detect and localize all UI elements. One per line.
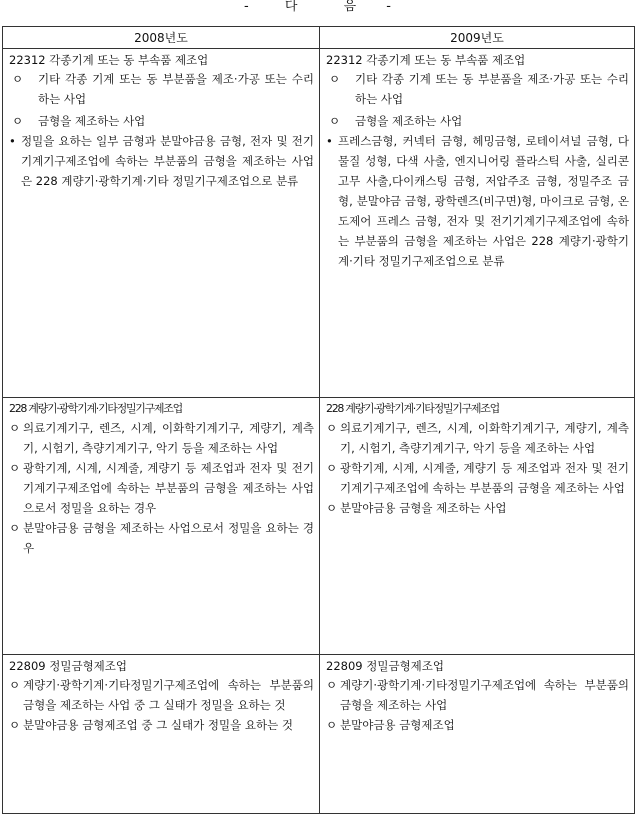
bullet-marker: ㅇ [9,461,21,475]
item-text: 정밀을 요하는 일부 금형과 분말야금용 금형, 전자 및 전기기계기구제조업에 속하는 부분품의 금형을 제조하는 사업은 228 계량기·광학기계·기타 정밀기구제조업으로 분류 [21,134,314,188]
category-title: 22809 정밀금형제조업 [9,659,128,673]
item-text: 기타 각종 기계 또는 동 부분품을 제조·가공 또는 수리하는 사업 [355,72,629,106]
item-text: 프레스금형, 커넥터 금형, 헤밍금형, 로테이셔널 금형, 다물질 성형, 다색 사출, 엔지니어링 플라스틱 사출, 실리콘고무 사출,다이캐스팅 금형, 저압주조 금형, 정밀주조 금형, 분말야금 금형, 광학렌즈(비구면)형, 마이크로 금형, 온도제어 프레스 금형, 전자 및 전기기계기구제조업에 속하는 부분품의 금형을 제조하는 사업은 228 계량기·광학기계·기타 정밀기구제조업으로 분류 [338,134,629,268]
cell-2009-row3 [320,655,635,814]
list-item [9,418,314,458]
header-row [3,27,635,49]
bullet-marker: • [9,134,16,148]
cell-2009-row2 [320,398,635,655]
list-item [326,715,629,735]
table-row [3,398,635,655]
list-item [9,518,314,558]
bullet-marker: ㅇ [9,678,21,692]
item-text: 의료기계기구, 렌즈, 시계, 이화학기계기구, 계량기, 계측기, 시험기, 측량기계기구, 악기 등을 제조하는 사업 [23,421,314,455]
list-item [326,131,629,271]
list-item [9,131,314,191]
heading-char-1: 다 [284,0,299,14]
item-text: 분말야금용 금형을 제조하는 사업으로서 정밀을 요하는 경우 [23,521,314,555]
table-row [3,655,635,814]
bullet-marker: ㅇ [326,718,338,732]
item-text: 금형을 제조하는 사업 [38,114,146,128]
list-item [326,69,629,109]
item-text: 분말야금용 금형을 제조하는 사업 [340,501,507,515]
category-title: 22312 각종기계 또는 동 부속품 제조업 [326,53,526,67]
list-item [326,675,629,715]
bullet-marker: ㅇ [329,72,341,86]
heading-char-2: 음 [343,0,358,14]
category-title: 228 계량기·광학기계·기타정밀기구제조업 [326,402,499,415]
bullet-marker: ㅇ [12,114,24,128]
cell-2009-row1 [320,49,635,398]
list-item [326,458,629,498]
item-text: 기타 각종 기계 또는 동 부분품을 제조·가공 또는 수리하는 사업 [38,72,314,106]
category-title: 228 계량기·광학기계·기타정밀기구제조업 [9,402,182,415]
list-item [9,111,314,131]
table-row [3,49,635,398]
list-item [326,498,629,518]
notice-heading [0,0,636,22]
comparison-table [2,26,635,814]
list-item [9,458,314,518]
list-item [326,111,629,131]
item-text: 계량기·광학기계·기타정밀기구제조업에 속하는 부분품의 금형을 제조하는 사업 [340,678,629,712]
category-title: 22312 각종기계 또는 동 부속품 제조업 [9,53,209,67]
heading-dash-left: - [244,0,250,14]
list-item [326,418,629,458]
list-item [9,69,314,109]
cell-2008-row3 [3,655,320,814]
cell-2008-row1 [3,49,320,398]
bullet-marker: • [326,134,333,148]
bullet-marker: ㅇ [326,501,338,515]
heading-dash-right: - [386,0,392,14]
bullet-marker: ㅇ [12,72,24,86]
column-header-2009: 2009년도 [320,27,635,49]
item-text: 계량기·광학기계·기타정밀기구제조업에 속하는 부분품의 금형을 제조하는 사업 중 그 실태가 정밀을 요하는 것 [23,678,314,712]
column-header-2008: 2008년도 [3,27,320,49]
item-text: 분말야금용 금형제조업 [340,718,455,732]
item-text: 의료기계기구, 렌즈, 시계, 이화학기계기구, 계량기, 계측기, 시험기, 측량기계기구, 악기 등을 제조하는 사업 [340,421,629,455]
item-text: 광학기계, 시계, 시계줄, 계량기 등 제조업과 전자 및 전기기계기구제조업에 속하는 부분품의 금형을 제조하는 사업 [340,461,629,495]
category-title: 22809 정밀금형제조업 [326,659,445,673]
list-item [9,715,314,735]
bullet-marker: ㅇ [9,718,21,732]
bullet-marker: ㅇ [326,678,338,692]
bullet-marker: ㅇ [329,114,341,128]
bullet-marker: ㅇ [326,421,338,435]
item-text: 금형을 제조하는 사업 [355,114,463,128]
cell-2008-row2 [3,398,320,655]
item-text: 분말야금용 금형제조업 중 그 실태가 정밀을 요하는 것 [23,718,293,732]
bullet-marker: ㅇ [9,421,21,435]
item-text: 광학기계, 시계, 시계줄, 계량기 등 제조업과 전자 및 전기기계기구제조업에 속하는 부분품의 금형을 제조하는 사업으로서 정밀을 요하는 경우 [23,461,314,515]
bullet-marker: ㅇ [326,461,338,475]
list-item [9,675,314,715]
bullet-marker: ㅇ [9,521,21,535]
